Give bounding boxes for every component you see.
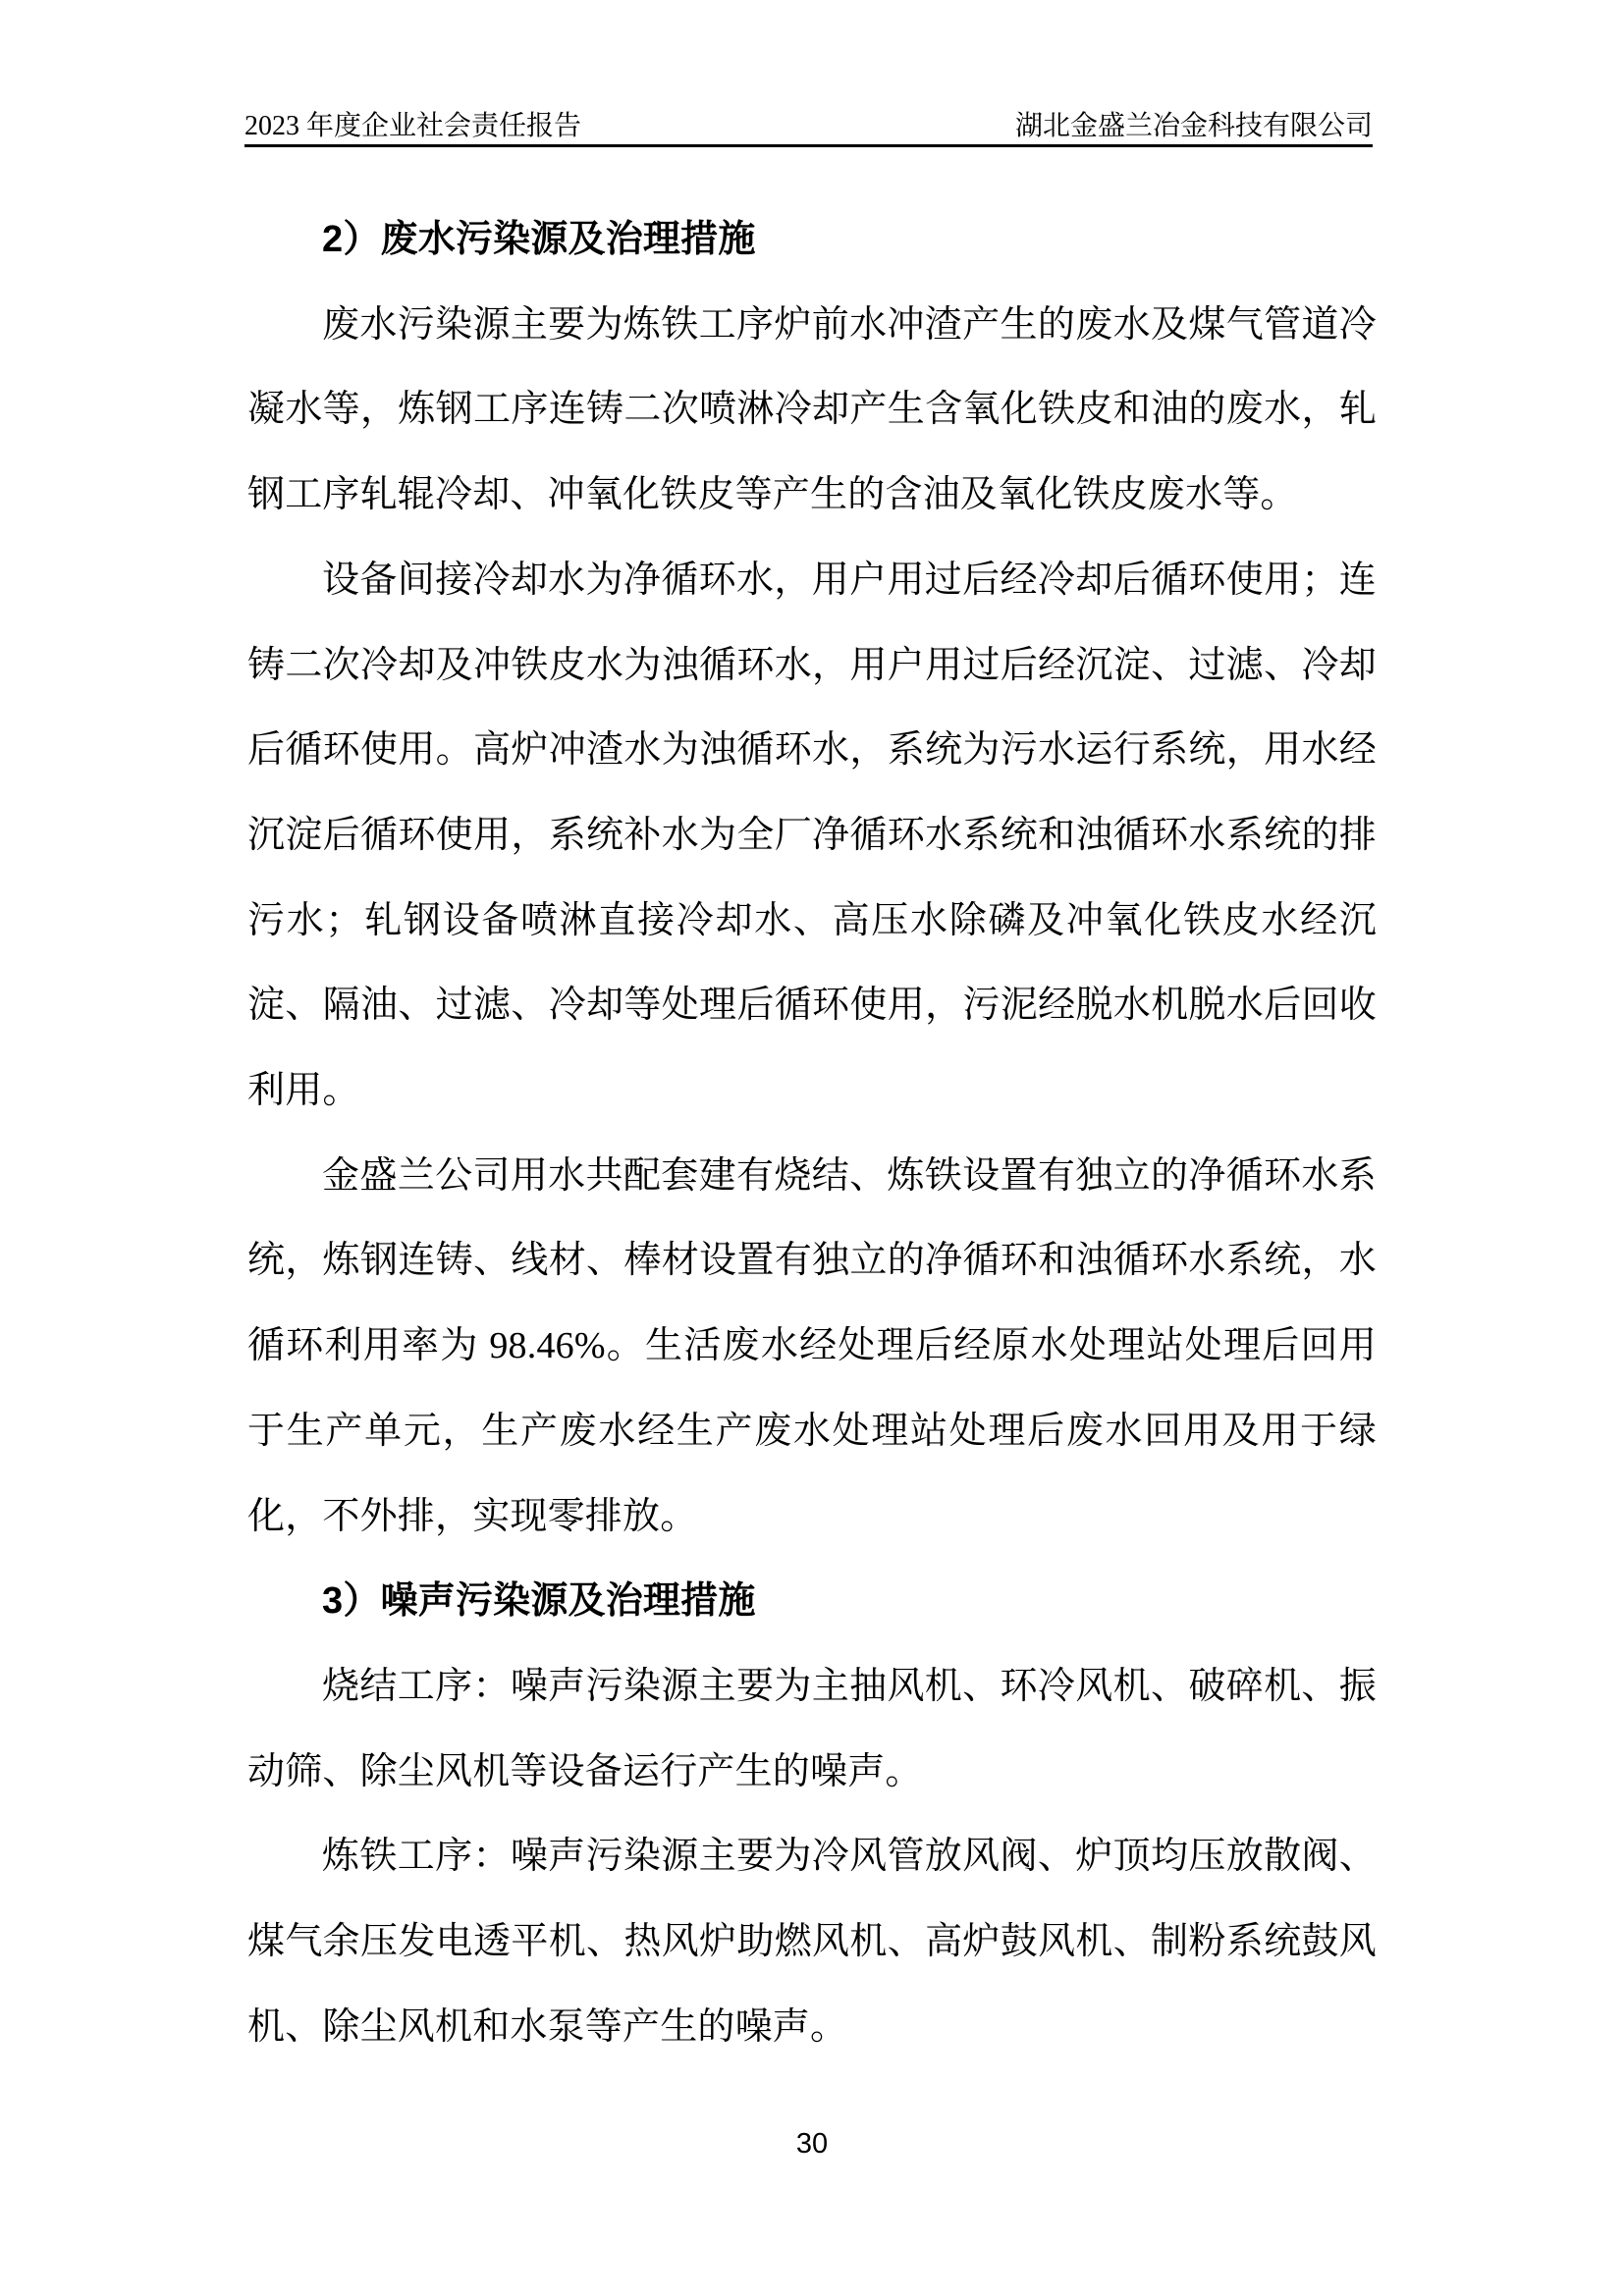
header-company-name: 湖北金盛兰冶金科技有限公司 xyxy=(1014,111,1373,142)
paragraph-noise-sintering: 烧结工序：噪声污染源主要为主抽风机、环冷风机、破碎机、振动筛、除尘风机等设备运行产生的噪声。 xyxy=(247,1665,1377,1792)
paragraph-noise-ironmaking: 炼铁工序：噪声污染源主要为冷风管放风阀、炉顶均压放散阀、煤气余压发电透平机、热风炉助燃风机、高炉鼓风机、制粉系统鼓风机、除尘风机和水泵等产生的噪声。 xyxy=(247,1836,1377,2048)
header-rule xyxy=(244,144,1373,147)
paragraph-wastewater-sources: 废水污染源主要为炼铁工序炉前水冲渣产生的废水及煤气管道冷凝水等，炼钢工序连铸二次喷淋冷却产生含氧化铁皮和油的废水，轧钢工序轧辊冷却、冲氧化铁皮等产生的含油及氧化铁皮废水等。 xyxy=(247,303,1377,516)
paragraph-circulating-water: 设备间接冷却水为净循环水，用户用过后经冷却后循环使用；连铸二次冷却及冲铁皮水为浊循环水，用户用过后经沉淀、过滤、冷却后循环使用。高炉冲渣水为浊循环水，系统为污水运行系统，用水经沉淀后循环使用，系统补水为全厂净循环水系统和浊循环水系统的排污水；轧钢设备喷淋直接冷却水、高压水除磷及冲氧化铁皮水经沉淀、隔油、过滤、冷却等处理后循环使用，污泥经脱水机脱水后回收利用。 xyxy=(247,559,1377,1112)
heading-noise-pollution: 3）噪声污染源及治理措施 xyxy=(322,1580,756,1623)
heading-wastewater-pollution: 2）废水污染源及治理措施 xyxy=(322,219,756,260)
header-report-title: 2023 年度企业社会责任报告 xyxy=(244,111,582,142)
page-header xyxy=(244,88,1373,142)
page-number: 30 xyxy=(795,2128,829,2160)
paragraph-water-reuse: 金盛兰公司用水共配套建有烧结、炼铁设置有独立的净循环水系统，炼钢连铸、线材、棒材设置有独立的净循环和浊循环水系统，水循环利用率为 98.46%。生活废水经处理后经原水处理站处理后回用于生产单元，生产废水经生产废水处理站处理后废水回用及用于绿化，不外排，实现零排放。 xyxy=(247,1154,1377,1537)
document-body xyxy=(247,197,1377,2069)
